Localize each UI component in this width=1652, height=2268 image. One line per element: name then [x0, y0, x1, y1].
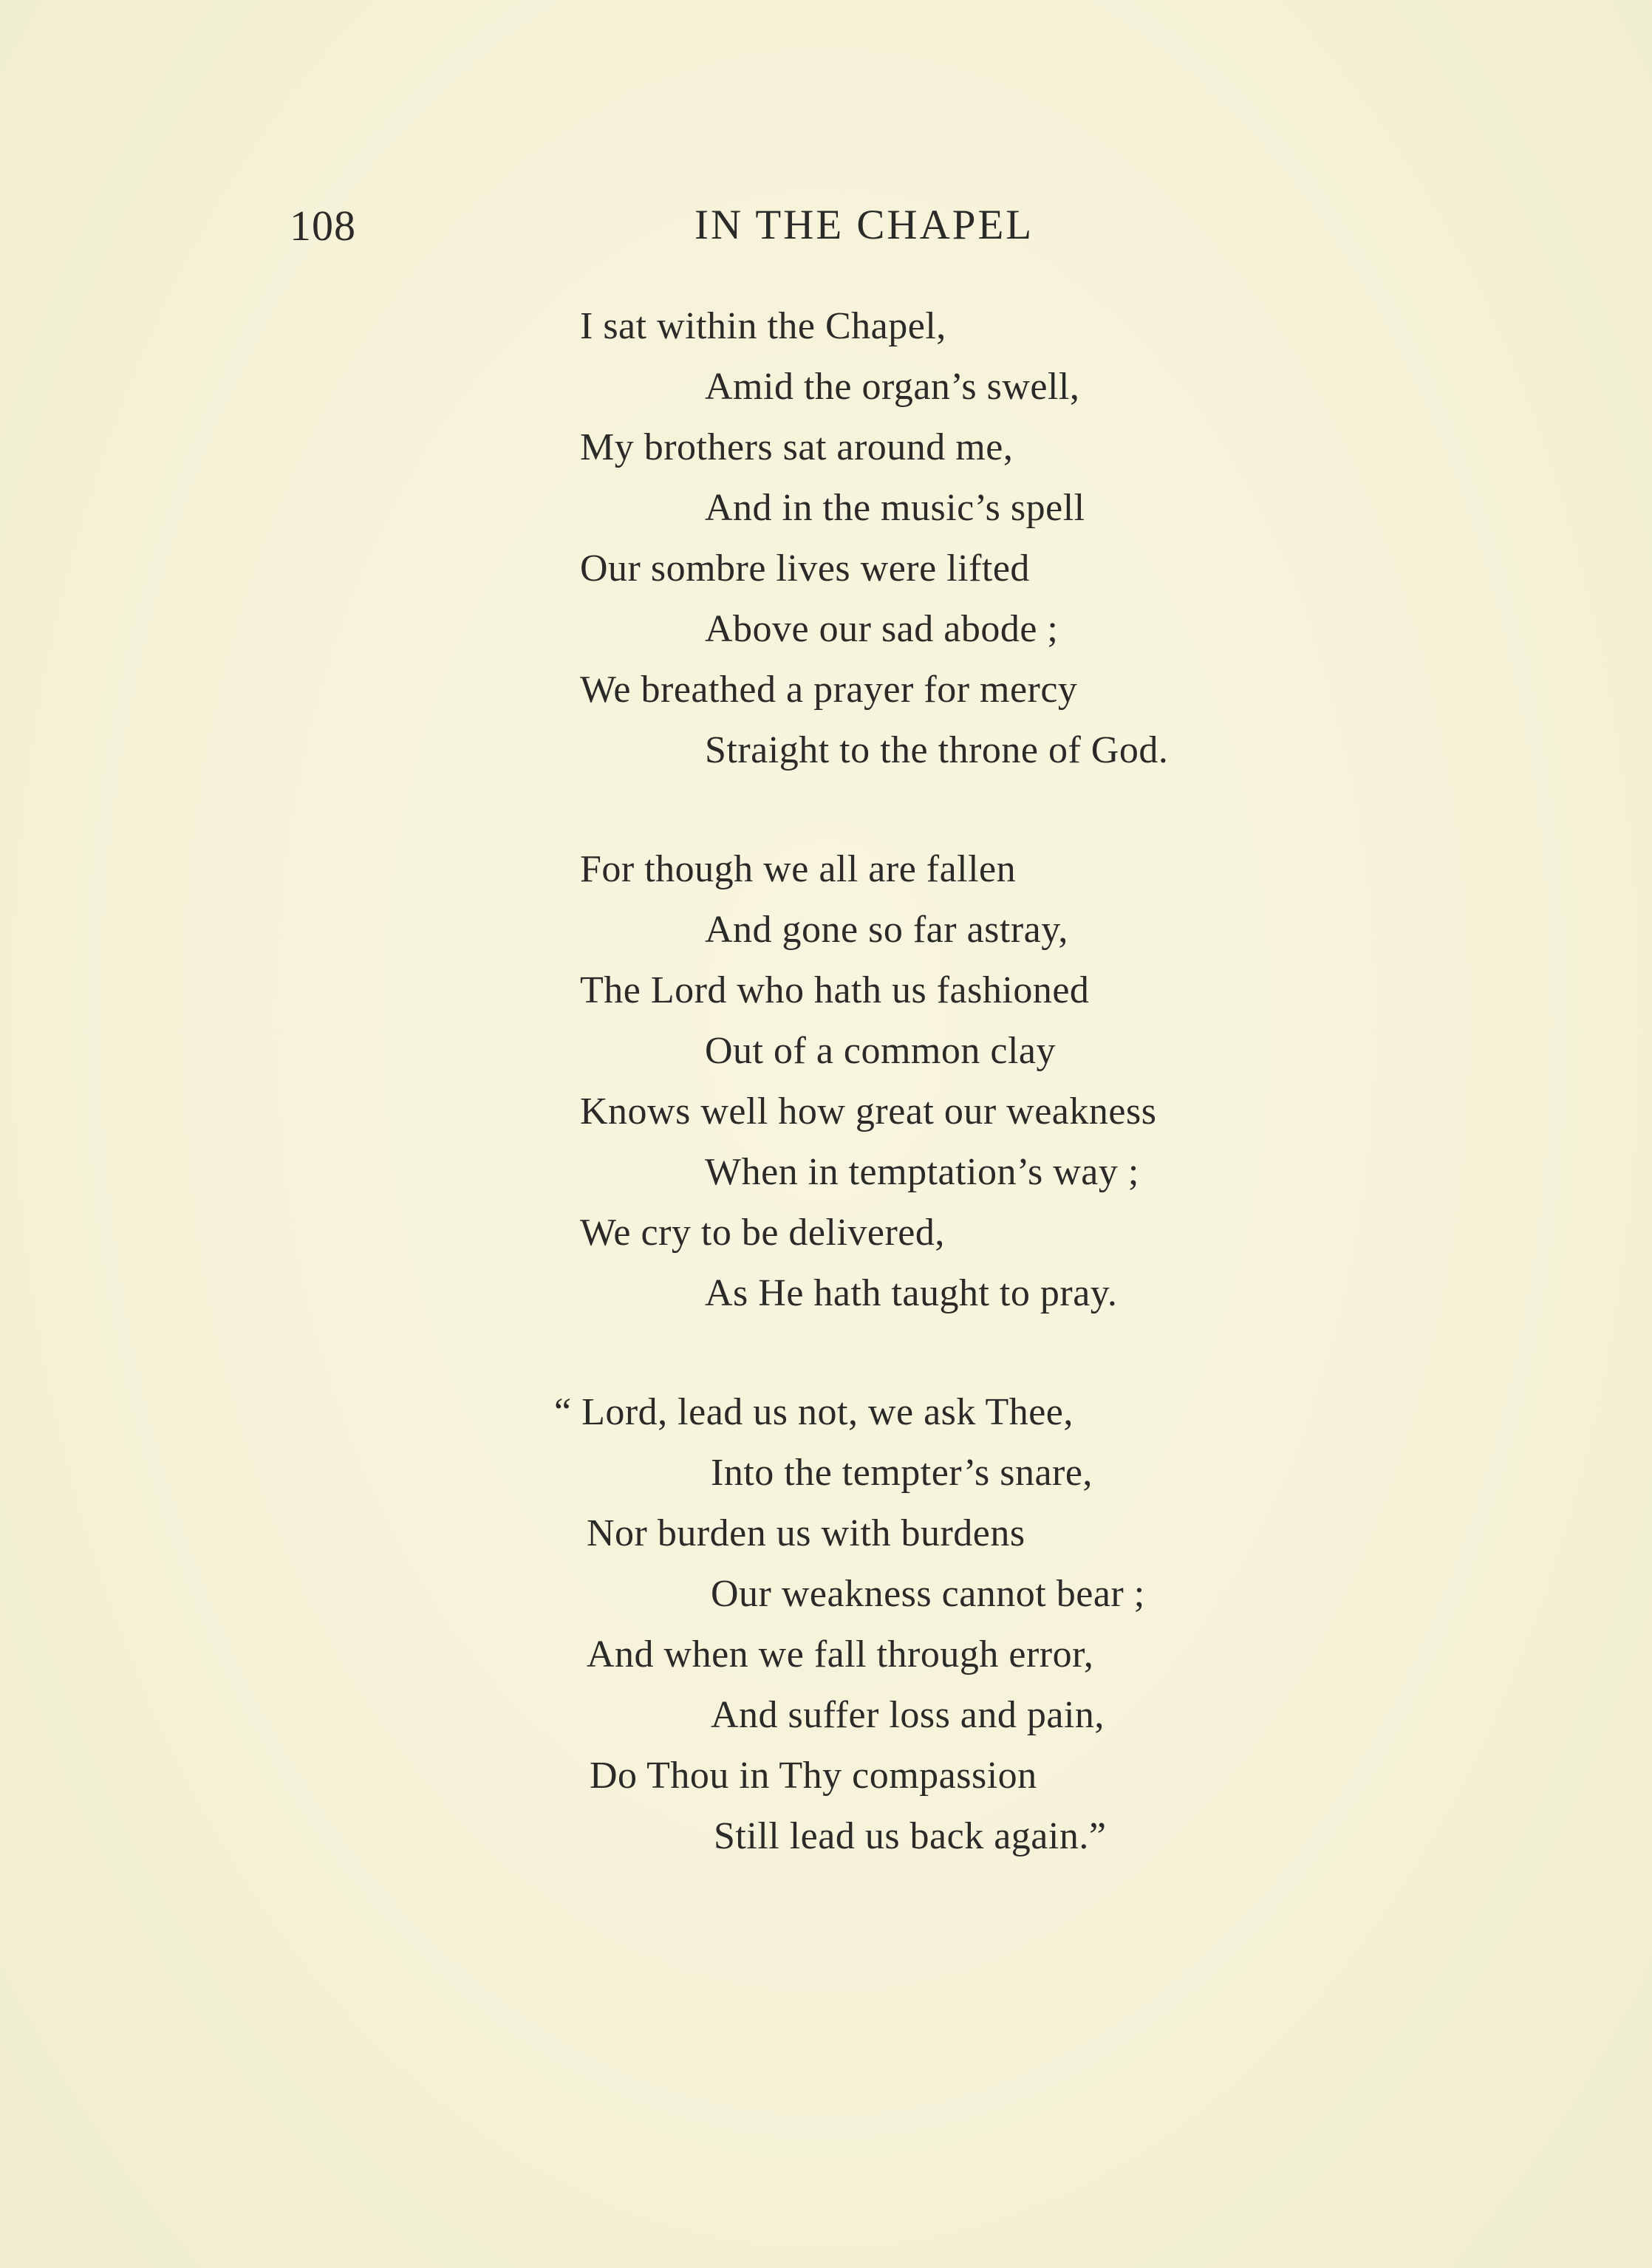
- running-head: [0, 201, 1652, 253]
- poem-line: The Lord who hath us fashioned: [580, 969, 1090, 1011]
- poem-line: My brothers sat around me,: [580, 426, 1014, 468]
- poem-line: When in temptation’s way ;: [705, 1151, 1139, 1193]
- poem-line: Our sombre lives were lifted: [580, 547, 1030, 590]
- poem-line: Straight to the throne of God.: [705, 729, 1169, 771]
- page-number: 108: [290, 202, 356, 250]
- poem-line: As He hath taught to pray.: [705, 1272, 1118, 1314]
- poem-line: And suffer loss and pain,: [711, 1694, 1105, 1736]
- poem-line: And gone so far astray,: [705, 909, 1068, 951]
- poem-line: We breathed a prayer for mercy: [580, 669, 1078, 711]
- poem-line: Nor burden us with burdens: [587, 1512, 1025, 1554]
- poem-line: Above our sad abode ;: [705, 608, 1059, 650]
- poem-line: Into the tempter’s snare,: [711, 1452, 1093, 1494]
- poem-line: Out of a common clay: [705, 1030, 1056, 1072]
- poem-line: Do Thou in Thy compassion: [590, 1755, 1037, 1797]
- poem-line: We cry to be delivered,: [580, 1212, 945, 1254]
- poem-line: Amid the organ’s swell,: [705, 366, 1080, 408]
- poem-line: Knows well how great our weakness: [580, 1090, 1157, 1133]
- poem-line: For though we all are fallen: [580, 848, 1017, 890]
- poem-line: Our weakness cannot bear ;: [711, 1573, 1145, 1615]
- poem-line: I sat within the Chapel,: [580, 305, 946, 347]
- poem-line: And when we fall through error,: [587, 1633, 1094, 1676]
- poem-line: And in the music’s spell: [705, 487, 1085, 529]
- chapter-title: IN THE CHAPEL: [694, 202, 1034, 248]
- poem-line: “ Lord, lead us not, we ask Thee,: [554, 1391, 1074, 1433]
- poem-line: Still lead us back again.”: [714, 1815, 1107, 1857]
